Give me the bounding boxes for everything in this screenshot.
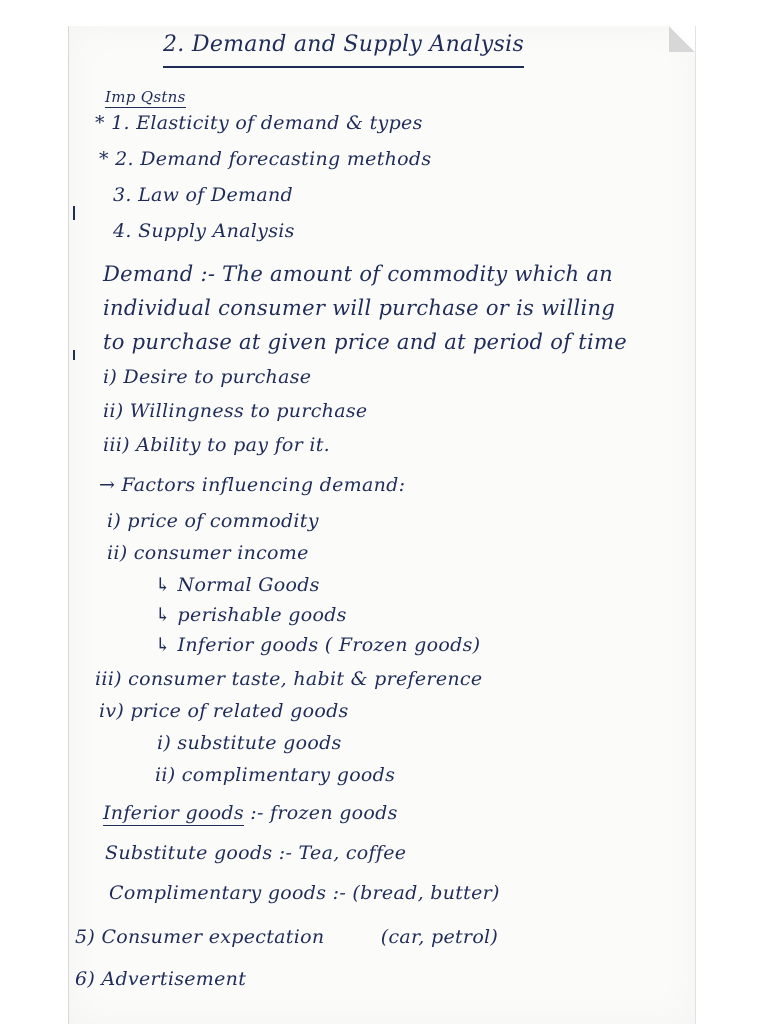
imp-question-3: 3. Law of Demand: [113, 184, 293, 206]
inferior-goods-label: Inferior goods: [103, 802, 244, 824]
factor-related-goods: iv) price of related goods: [99, 700, 349, 722]
factor-expectation-example: (car, petrol): [380, 926, 499, 948]
inferior-goods-value: :- frozen goods: [250, 802, 398, 824]
income-type-perishable: ↳ perishable goods: [155, 604, 347, 626]
factor-income: ii) consumer income: [107, 542, 309, 564]
factor-price: i) price of commodity: [107, 510, 319, 532]
factors-heading: → Factors influencing demand:: [99, 474, 406, 496]
factor-advertisement: 6) Advertisement: [75, 968, 247, 990]
title-underline: [163, 66, 524, 68]
imp-question-4: 4. Supply Analysis: [113, 220, 295, 242]
demand-element-2: ii) Willingness to purchase: [103, 400, 368, 422]
factor-taste: iii) consumer taste, habit & preference: [95, 668, 483, 690]
demand-definition-line-1: Demand :- The amount of commodity which an: [103, 262, 613, 286]
income-type-inferior: ↳ Inferior goods ( Frozen goods): [155, 634, 481, 656]
demand-definition-line-3: to purchase at given price and at period of time: [103, 330, 627, 354]
notebook-page: [68, 26, 696, 1024]
imp-questions-heading: Imp Qstns: [105, 88, 186, 106]
complimentary-goods-example: Complimentary goods :- (bread, butter): [109, 882, 500, 904]
demand-element-1: i) Desire to purchase: [103, 366, 312, 388]
inferior-goods-example: [103, 802, 398, 824]
substitute-goods-example: Substitute goods :- Tea, coffee: [105, 842, 407, 864]
page-corner-fold: [669, 26, 695, 52]
income-type-normal: ↳ Normal Goods: [155, 574, 320, 596]
page-title: 2. Demand and Supply Analysis: [163, 32, 524, 57]
imp-question-2: * 2. Demand forecasting methods: [99, 148, 432, 170]
margin-tick: [73, 350, 75, 360]
factor-expectation: [75, 926, 498, 948]
factor-expectation-label: 5) Consumer expectation: [75, 926, 325, 948]
demand-element-3: iii) Ability to pay for it.: [103, 434, 331, 456]
related-complimentary: ii) complimentary goods: [155, 764, 396, 786]
demand-definition-line-2: individual consumer will purchase or is willing: [103, 296, 616, 320]
margin-tick: [73, 206, 75, 220]
imp-question-1: * 1. Elasticity of demand & types: [95, 112, 423, 134]
related-substitute: i) substitute goods: [157, 732, 342, 754]
